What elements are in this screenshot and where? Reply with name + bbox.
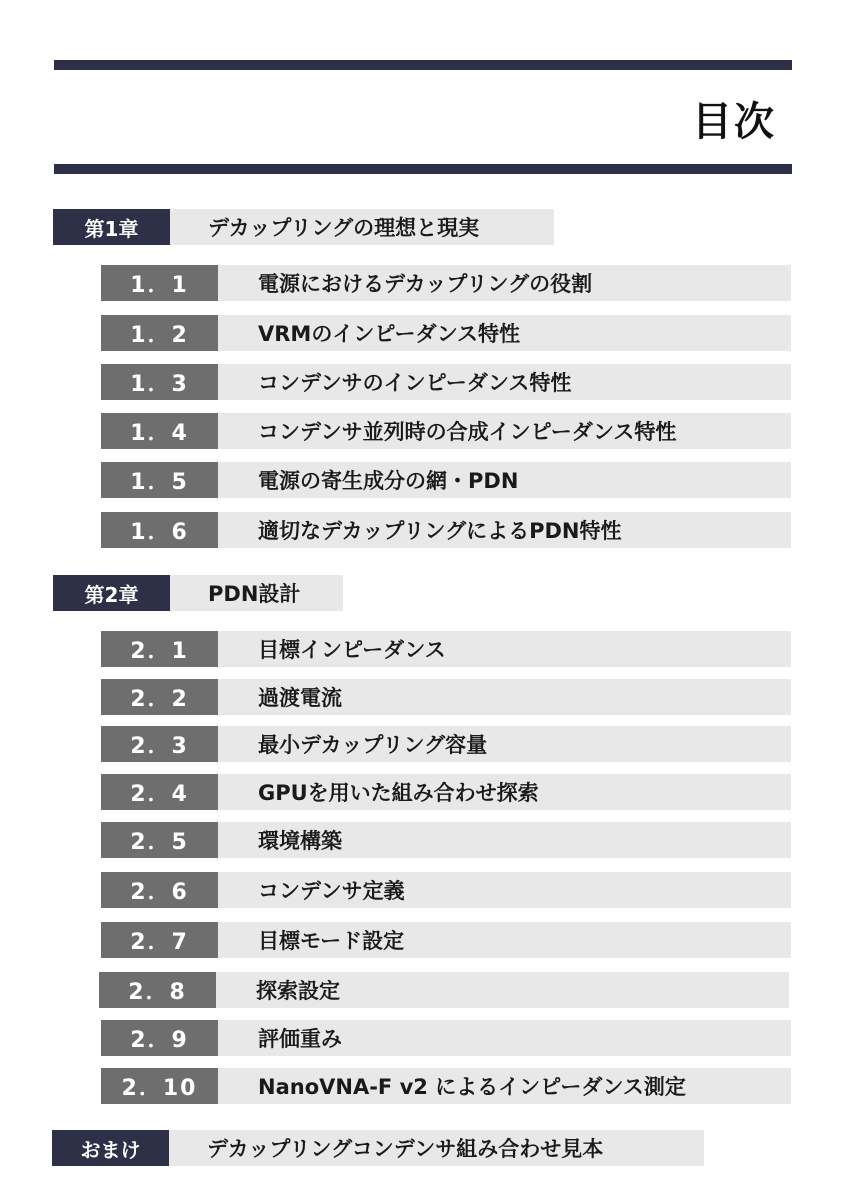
section-number: 2．4 — [101, 774, 218, 810]
toc-entry-2-4[interactable] — [101, 774, 791, 810]
section-title: 電源におけるデカップリングの役割 — [258, 272, 593, 296]
section-title: 環境構築 — [258, 829, 342, 853]
section-number: 1．4 — [101, 413, 218, 449]
toc-entry-2-3[interactable] — [101, 726, 791, 762]
toc-entry-1-5[interactable] — [101, 462, 791, 498]
toc-entry-2-1[interactable] — [101, 631, 791, 667]
section-number: 1．1 — [101, 265, 218, 301]
section-title: 電源の寄生成分の網・PDN — [258, 469, 519, 493]
chapter-tag: 第2章 — [53, 575, 170, 611]
section-number: 2．10 — [101, 1068, 218, 1104]
section-number: 2．3 — [101, 726, 218, 762]
section-number: 1．3 — [101, 364, 218, 400]
section-title: 目標インピーダンス — [258, 638, 446, 662]
toc-entry-1-6[interactable] — [101, 512, 791, 548]
chapter-bonus[interactable] — [52, 1130, 704, 1166]
section-title: コンデンサのインピーダンス特性 — [258, 371, 572, 395]
section-number: 2．1 — [101, 631, 218, 667]
section-title: 探索設定 — [256, 979, 340, 1003]
toc-entry-1-2[interactable] — [101, 315, 791, 351]
toc-entry-1-4[interactable] — [101, 413, 791, 449]
section-number: 2．8 — [99, 972, 216, 1008]
section-title: コンデンサ並列時の合成インピーダンス特性 — [258, 420, 677, 444]
page-title: 目次 — [692, 99, 776, 145]
chapter-tag: おまけ — [52, 1130, 169, 1166]
section-title: 目標モード設定 — [258, 929, 405, 953]
section-number: 2．6 — [101, 872, 218, 908]
toc-entry-2-7[interactable] — [101, 922, 791, 958]
section-number: 1．6 — [101, 512, 218, 548]
section-title: GPUを用いた組み合わせ探索 — [258, 781, 539, 805]
toc-entry-2-10[interactable] — [101, 1068, 791, 1104]
toc-entry-2-9[interactable] — [101, 1020, 791, 1056]
section-number: 2．2 — [101, 679, 218, 715]
section-title: NanoVNA-F v2 によるインピーダンス測定 — [258, 1075, 686, 1099]
bottom-rule — [54, 164, 792, 174]
section-title: 適切なデカップリングによるPDN特性 — [258, 519, 622, 543]
top-rule — [54, 60, 792, 70]
toc-entry-1-3[interactable] — [101, 364, 791, 400]
section-number: 1．2 — [101, 315, 218, 351]
section-number: 2．5 — [101, 822, 218, 858]
toc-entry-2-6[interactable] — [101, 872, 791, 908]
section-number: 2．7 — [101, 922, 218, 958]
section-title: コンデンサ定義 — [258, 879, 405, 903]
toc-entry-2-8[interactable] — [99, 972, 789, 1008]
chapter-tag: 第1章 — [53, 209, 170, 245]
toc-entry-2-2[interactable] — [101, 679, 791, 715]
section-number: 2．9 — [101, 1020, 218, 1056]
chapter-title: デカップリングの理想と現実 — [170, 209, 554, 245]
chapter-2[interactable] — [53, 575, 343, 611]
section-title: 過渡電流 — [258, 686, 342, 710]
chapter-1[interactable] — [53, 209, 554, 245]
section-title: 評価重み — [258, 1027, 342, 1051]
toc-entry-1-1[interactable] — [101, 265, 791, 301]
section-title: 最小デカップリング容量 — [258, 733, 488, 757]
chapter-title: デカップリングコンデンサ組み合わせ見本 — [169, 1130, 704, 1166]
section-title: VRMのインピーダンス特性 — [258, 322, 521, 346]
toc-entry-2-5[interactable] — [101, 822, 791, 858]
chapter-title: PDN設計 — [170, 575, 343, 611]
section-number: 1．5 — [101, 462, 218, 498]
